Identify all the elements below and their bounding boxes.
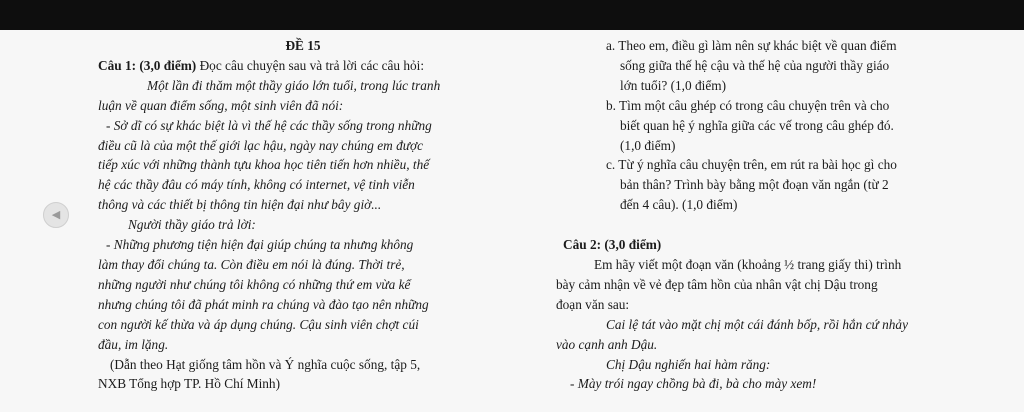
document-page [0, 30, 1024, 412]
story-line: những người như chúng tôi không có những thứ em vừa kể [98, 276, 411, 292]
question-1-heading [98, 56, 508, 76]
question-1b: (1,0 điểm) [620, 137, 676, 153]
question-1b: biết quan hệ ý nghĩa giữa các vế trong câu ghép đó. [620, 117, 894, 133]
previous-page-button[interactable] [43, 202, 69, 228]
right-column [556, 36, 968, 394]
question-1a: a. Theo em, điều gì làm nên sự khác biệt về quan điểm [606, 38, 897, 53]
question-2-text: Em hãy viết một đoạn văn (khoảng ½ trang giấy thi) trình [594, 256, 902, 272]
story-line: đầu, im lặng. [98, 336, 169, 352]
story-line: hệ các thầy đâu có máy tính, không có internet, vệ tinh viễn [98, 177, 415, 193]
story-line: tiếp xúc với những thành tựu khoa học tiên tiến hơn nhiều, thế [98, 157, 430, 173]
story-line: Người thầy giáo trả lời: [128, 217, 256, 233]
story-line: con người kế thừa và áp dụng chúng. Cậu sinh viên chợt cúi [98, 316, 419, 332]
excerpt-line: - Mày trói ngay chồng bà đi, bà cho mày xem! [570, 376, 817, 392]
question-1c: đến 4 câu). (1,0 điểm) [620, 197, 738, 213]
chevron-left-icon: ◀ [51, 208, 61, 221]
left-column [98, 36, 508, 394]
story-line: thông và các thiết bị thông tin hiện đại như bây giờ... [98, 197, 382, 213]
question-1c: c. Từ ý nghĩa câu chuyện trên, em rút ra bài học gì cho [606, 157, 897, 173]
question-2-text: đoạn văn sau: [556, 296, 630, 312]
question-2-label: Câu 2: (3,0 điểm) [563, 237, 662, 253]
story-line: Một lần đi thăm một thầy giáo lớn tuổi, trong lúc tranh [147, 77, 441, 93]
story-line: luận về quan điểm sống, một sinh viên đã nói: [98, 97, 344, 113]
excerpt-line: Cai lệ tát vào mặt chị một cái đánh bốp, rồi hắn cứ nhảy [606, 316, 908, 332]
story-line: điều cũ là của một thế giới lạc hậu, ngày nay chúng em được [98, 137, 423, 153]
question-1a: lớn tuổi? (1,0 điểm) [620, 77, 726, 93]
story-line: làm thay đổi chúng ta. Còn điều em nói là đúng. Thời trẻ, [98, 256, 405, 272]
excerpt-line: vào cạnh anh Dậu. [556, 336, 658, 352]
exam-title: ĐỀ 15 [285, 38, 321, 53]
question-1-instruction: Đọc câu chuyện sau và trả lời các câu hỏi: [196, 57, 425, 73]
question-1b: b. Tìm một câu ghép có trong câu chuyện trên và cho [606, 97, 890, 113]
excerpt-line: Chị Dậu nghiến hai hàm răng: [606, 356, 771, 372]
story-line: - Sở dĩ có sự khác biệt là vì thế hệ các thầy sống trong những [106, 117, 432, 133]
question-1c: bản thân? Trình bày bằng một đoạn văn ngắn (từ 2 [620, 177, 889, 193]
spacer [556, 215, 968, 235]
source-citation: (Dẫn theo Hạt giống tâm hồn và Ý nghĩa cuộc sống, tập 5, [110, 356, 421, 372]
source-citation: NXB Tổng hợp TP. Hồ Chí Minh) [98, 376, 281, 392]
question-1a: sống giữa thế hệ cậu và thế hệ của người thầy giáo [620, 57, 890, 73]
question-2-text: bày cảm nhận về vẻ đẹp tâm hồn của nhân vật chị Dậu trong [556, 276, 878, 292]
story-line: - Những phương tiện hiện đại giúp chúng ta nhưng không [106, 237, 414, 253]
question-1-label: Câu 1: (3,0 điểm) [98, 57, 197, 73]
story-line: nhưng chúng tôi đã phát minh ra chúng và đào tạo nên những [98, 296, 429, 312]
